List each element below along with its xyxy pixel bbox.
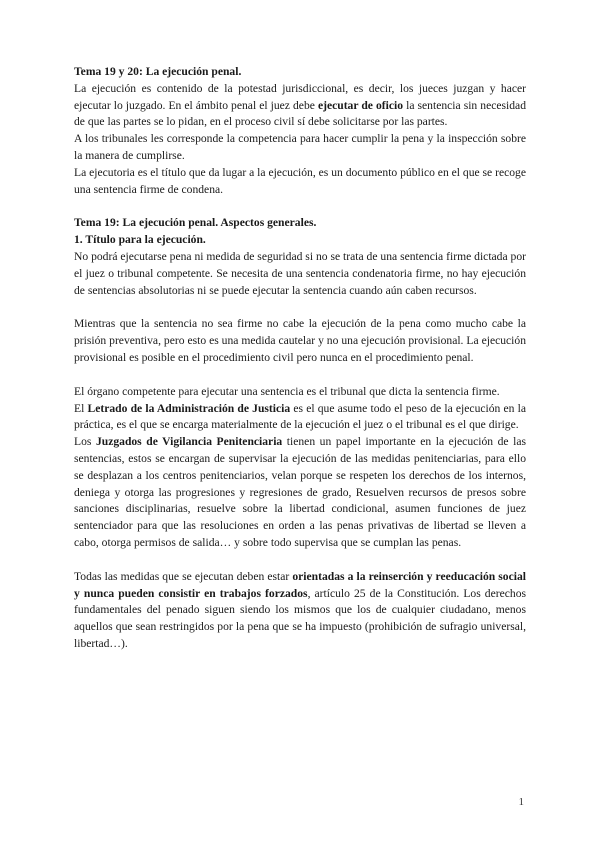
paragraph-text: Los: [74, 435, 96, 449]
paragraph: El órgano competente para ejecutar una sentencia es el tribunal que dicta la sentencia firme.: [74, 384, 500, 398]
paragraph-text: La ejecución es contenido de la potestad jurisdiccional, es decir, los jueces juzgan y hacer ejecutar lo juzgado. En el ámbito penal el juez debe: [74, 81, 526, 112]
section-title: Tema 19 y 20: La ejecución penal.: [74, 65, 242, 78]
paragraph: [74, 401, 526, 435]
paragraph-text: Todas las medidas que se ejecutan deben estar: [74, 569, 293, 583]
bold-text: ejecutar de oficio: [317, 98, 404, 112]
bold-text: Letrado de la Administración de Justicia: [87, 401, 291, 415]
paragraph: A los tribunales les corresponde la competencia para hacer cumplir la pena y la inspección sobre la manera de cumplirse.: [74, 132, 526, 162]
spacer: [74, 198, 526, 215]
paragraph: La ejecutoria es el título que da lugar a la ejecución, es un documento público en el que se recoge una sentencia firme de condena.: [74, 165, 526, 196]
paragraph: Mientras que la sentencia no sea firme no cabe la ejecución de la pena como mucho cabe la prisión preventiva, pero esto es una medida cautelar y no una ejecución provisional. La ejecución provisional es posible en el procedimiento civil pero nunca en el procedimiento penal.: [74, 317, 526, 364]
paragraph: [74, 81, 526, 131]
spacer: [74, 299, 526, 316]
spacer: [74, 367, 526, 384]
paragraph: [74, 434, 526, 552]
bold-text: Juzgados de Vigilancia Penitenciaria: [95, 435, 283, 449]
paragraph-text: , artículo 25 de la Constitución. Los derechos fundamentales del penado siguen siendo los mismos que los de cualquier ciudadano, menos aquellos que sean restringidos por la pena que se ha impuesto (prohibición de sufragio universal, libertad…).: [74, 586, 527, 650]
paragraph: No podrá ejecutarse pena ni medida de seguridad si no se trata de una sentencia firme dictada por el juez o tribunal competente. Se necesita de una sentencia condenatoria firme, no hay ejecución de sentencias absolutorias ni se puede ejecutar la sentencia cuando aún caben recursos.: [74, 249, 526, 297]
paragraph: [74, 569, 526, 653]
paragraph-text: es el que asume todo el peso de la ejecución en la práctica, es el que se encarga materialmente de la ejecución el juez o el tribunal es el que dirige.: [74, 401, 526, 432]
paragraph-text: tienen un papel importante en la ejecución de las sentencias, estos se encargan de supervisar la ejecución de las medidas penitenciarias, para ello se desplazan a los centros penitenciarios, velan porque se respeten los derechos de los internos, deniega y otorga las progresiones y regresiones de grado, Resuelven recursos de presos sobre sanciones disciplinarias, resuelve sobre la libertad condicional, asumen funciones de juez sentenciador para que las resoluciones en orden a las penas privativas de libertad se lleven a cabo, otorga permisos de salida… y sobre todo supervisa que se cumplan las penas.: [74, 435, 527, 549]
paragraph-text: El: [74, 401, 88, 415]
document-page: [74, 64, 526, 653]
page-number: 1: [518, 796, 524, 808]
subsection-title: 1. Título para la ejecución.: [74, 233, 206, 247]
spacer: [74, 552, 526, 569]
paragraph-text: la sentencia sin necesidad de que las partes se lo pidan, en el proceso civil sí debe solicitarse por las partes.: [74, 98, 526, 129]
bold-text: orientadas a la reinserción y reeducación social y nunca pueden consistir en trabajos forzados: [74, 569, 526, 600]
section-title: Tema 19: La ejecución penal. Aspectos generales.: [74, 216, 317, 230]
